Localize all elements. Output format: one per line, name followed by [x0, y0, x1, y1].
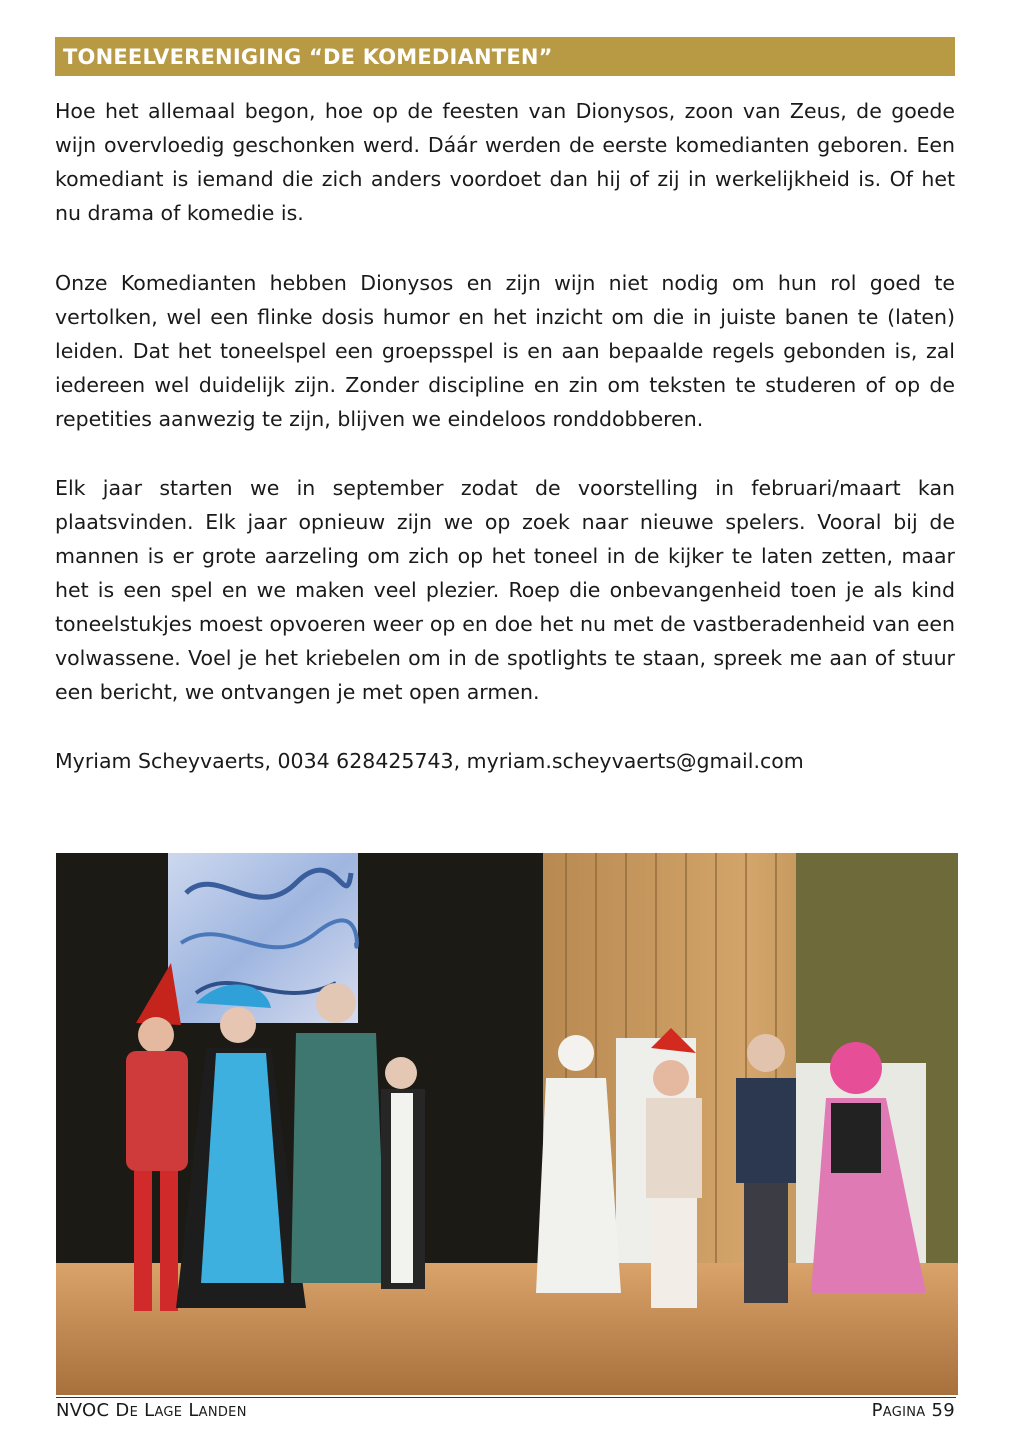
article-title: TONEELVERENIGING “DE KOMEDIANTEN”	[63, 44, 553, 69]
stage-photo	[56, 853, 958, 1395]
paragraph-2: Onze Komedianten hebben Dionysos en zijn wijn niet nodig om hun rol goed te vertolken, wel een flinke dosis humor en het inzicht om die in juiste banen te (laten) leiden. Dat het toneelspel een groepsspel is en aan bepaalde regels gebonden is, zal iedereen wel duidelijk zijn. Zonder discipline en zin om teksten te studeren of op de repetities aanwezig te zijn, blijven we eindeloos ronddobberen.	[55, 271, 955, 431]
page-number: 59	[931, 1400, 955, 1421]
footer-rule	[56, 1397, 956, 1398]
page-label: Pagina	[871, 1400, 926, 1421]
paragraph-1: Hoe het allemaal begon, hoe op de feesten van Dionysos, zoon van Zeus, de goede wijn overvloedig geschonken werd. Dáár werden de eerste komedianten geboren. Een komediant is iemand die zich anders voordoet dan hij of zij in werkelijkheid is. Of het nu drama of komedie is.	[55, 99, 955, 225]
footer-page	[872, 1400, 955, 1421]
contact-line: Myriam Scheyvaerts, 0034 628425743, myriam.scheyvaerts@gmail.com	[55, 749, 804, 773]
paragraph-3: Elk jaar starten we in september zodat de voorstelling in februari/maart kan plaatsvinden. Elk jaar opnieuw zijn we op zoek naar nieuwe spelers. Vooral bij de mannen is er grote aarzeling om zich op het toneel in de kijker te laten zetten, maar het is een spel en we maken veel plezier. Roep die onbevangenheid toen je als kind toneelstukjes moest opvoeren weer op en doe het nu met de vastberadenheid van een volwassene. Voel je het kriebelen om in de spotlights te staan, spreek me aan of stuur een bericht, we ontvangen je met open armen.	[55, 476, 955, 704]
footer-publication: NVOC De Lage Landen	[56, 1400, 247, 1421]
title-banner	[55, 37, 955, 76]
